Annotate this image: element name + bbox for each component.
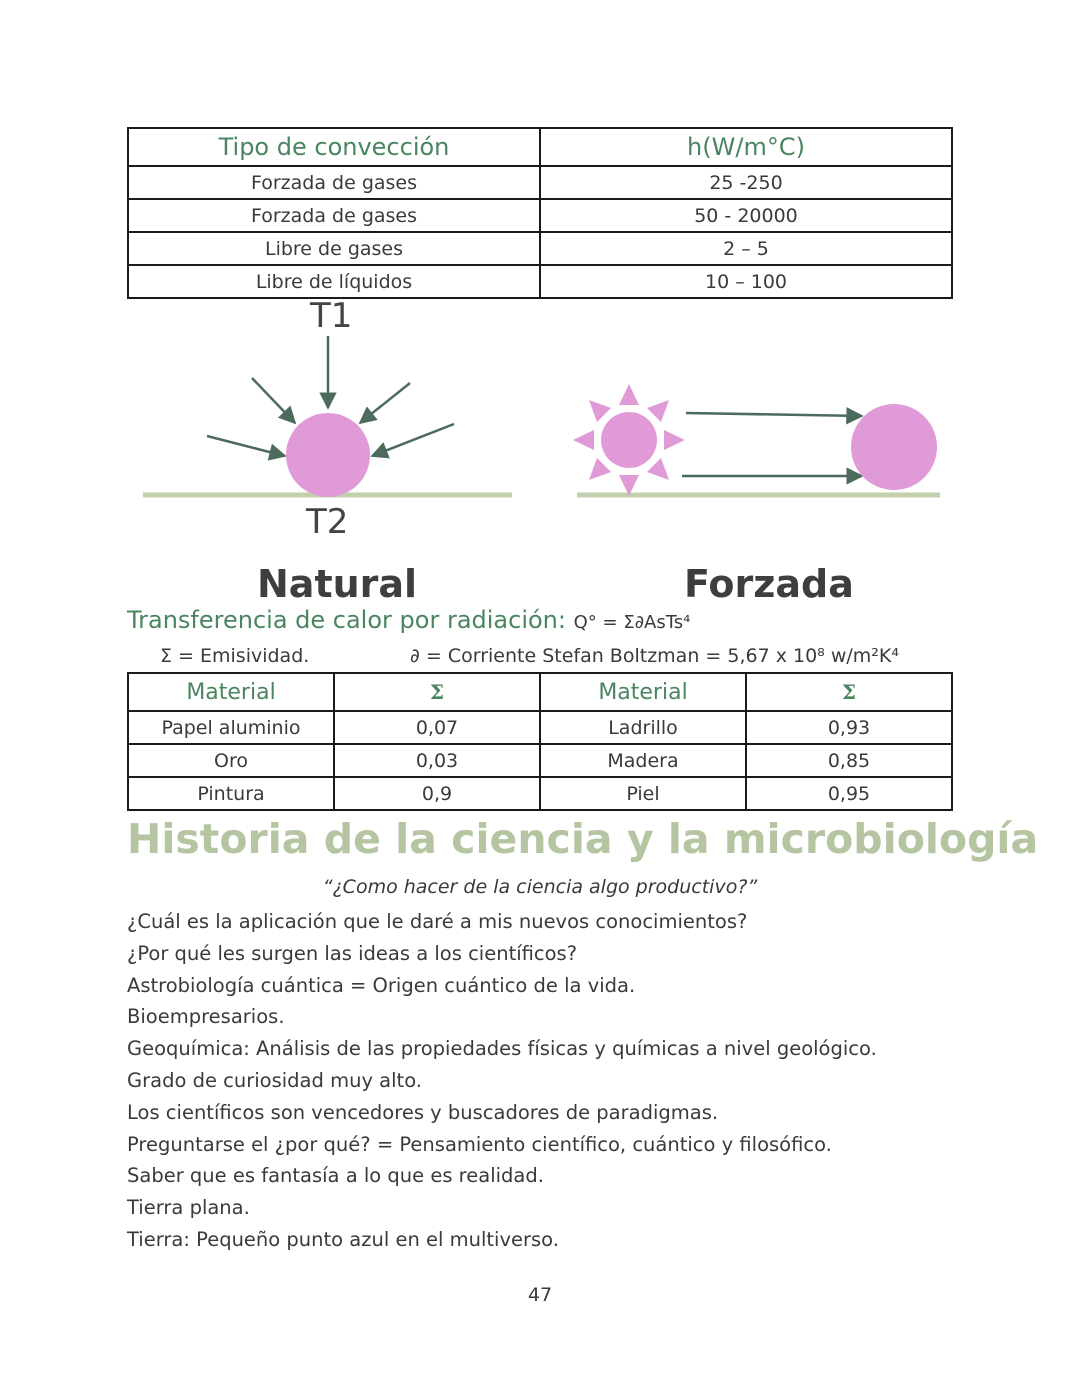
column-header: Material bbox=[128, 673, 334, 711]
list-item: Tierra plana. bbox=[127, 1196, 250, 1220]
table-cell: Libre de líquidos bbox=[128, 265, 540, 298]
table-cell: 0,95 bbox=[746, 777, 952, 810]
list-item: Astrobiología cuántica = Origen cuántico de la vida. bbox=[127, 973, 636, 997]
arrow-right bbox=[372, 424, 454, 456]
table-cell: Papel aluminio bbox=[128, 711, 334, 744]
table-row bbox=[128, 777, 952, 810]
radiation-title bbox=[127, 606, 690, 634]
table-cell: 0,07 bbox=[334, 711, 540, 744]
notes-list bbox=[127, 906, 877, 1256]
quote: “¿Como hacer de la ciencia algo productivo?” bbox=[322, 876, 758, 898]
table-cell: Pintura bbox=[128, 777, 334, 810]
column-header: Σ bbox=[334, 673, 540, 711]
page-number: 47 bbox=[527, 1284, 553, 1306]
radiation-formula: Q° = Σ∂AsTs⁴ bbox=[573, 612, 691, 633]
column-header: h(W/m°C) bbox=[540, 128, 952, 166]
column-header: Σ bbox=[746, 673, 952, 711]
table-cell: Ladrillo bbox=[540, 711, 746, 744]
list-item: Tierra: Pequeño punto azul en el multiverso. bbox=[127, 1227, 559, 1251]
table-cell: Forzada de gases bbox=[128, 199, 540, 232]
table-row bbox=[128, 711, 952, 744]
natural-label: Natural bbox=[257, 562, 418, 606]
list-item: Preguntarse el ¿por qué? = Pensamiento científico, cuántico y filosófico. bbox=[127, 1132, 832, 1156]
convection-diagram bbox=[0, 0, 1080, 560]
column-header: Material bbox=[540, 673, 746, 711]
table-cell: 2 – 5 bbox=[540, 232, 952, 265]
forced-arrow-top bbox=[686, 413, 862, 416]
list-item: ¿Por qué les surgen las ideas a los científicos? bbox=[127, 941, 578, 965]
table-cell: 0,03 bbox=[334, 744, 540, 777]
t1-label: T1 bbox=[310, 296, 353, 336]
t2-label: T2 bbox=[306, 502, 349, 542]
table-cell: Forzada de gases bbox=[128, 166, 540, 199]
section-title: Historia de la ciencia y la microbiología bbox=[127, 815, 1039, 863]
table-cell: 0,9 bbox=[334, 777, 540, 810]
table-cell: 50 - 20000 bbox=[540, 199, 952, 232]
table-cell: Oro bbox=[128, 744, 334, 777]
table-cell: Piel bbox=[540, 777, 746, 810]
forzada-label: Forzada bbox=[684, 562, 854, 606]
table-cell: 0,93 bbox=[746, 711, 952, 744]
list-item: Geoquímica: Análisis de las propiedades físicas y químicas a nivel geológico. bbox=[127, 1037, 877, 1061]
list-item: Los científicos son vencedores y buscadores de paradigmas. bbox=[127, 1100, 719, 1124]
list-item: Grado de curiosidad muy alto. bbox=[127, 1068, 422, 1092]
column-header: Tipo de convección bbox=[128, 128, 540, 166]
radiation-title-text: Transferencia de calor por radiación: bbox=[127, 606, 566, 634]
forced-sphere bbox=[851, 404, 937, 490]
boltzmann-definition: ∂ = Corriente Stefan Boltzman = 5,67 x 10⁸ w/m²K⁴ bbox=[410, 645, 899, 667]
table-cell: 0,85 bbox=[746, 744, 952, 777]
natural-sphere bbox=[286, 413, 370, 497]
arrow-upper-right bbox=[360, 383, 410, 423]
table-cell: 25 -250 bbox=[540, 166, 952, 199]
emissivity-definition: Σ = Emisividad. bbox=[160, 645, 310, 667]
table-cell: Libre de gases bbox=[128, 232, 540, 265]
list-item: Saber que es fantasía a lo que es realidad. bbox=[127, 1164, 544, 1188]
table-header-row bbox=[128, 673, 952, 711]
sun-icon bbox=[573, 384, 685, 496]
arrow-left bbox=[207, 436, 285, 456]
arrow-upper-left bbox=[252, 378, 295, 423]
table-cell: Madera bbox=[540, 744, 746, 777]
emissivity-table bbox=[127, 672, 953, 811]
list-item: ¿Cuál es la aplicación que le daré a mis nuevos conocimientos? bbox=[127, 910, 748, 933]
table-cell: 10 – 100 bbox=[540, 265, 952, 298]
list-item: Bioempresarios. bbox=[127, 1005, 285, 1029]
table-row bbox=[128, 744, 952, 777]
